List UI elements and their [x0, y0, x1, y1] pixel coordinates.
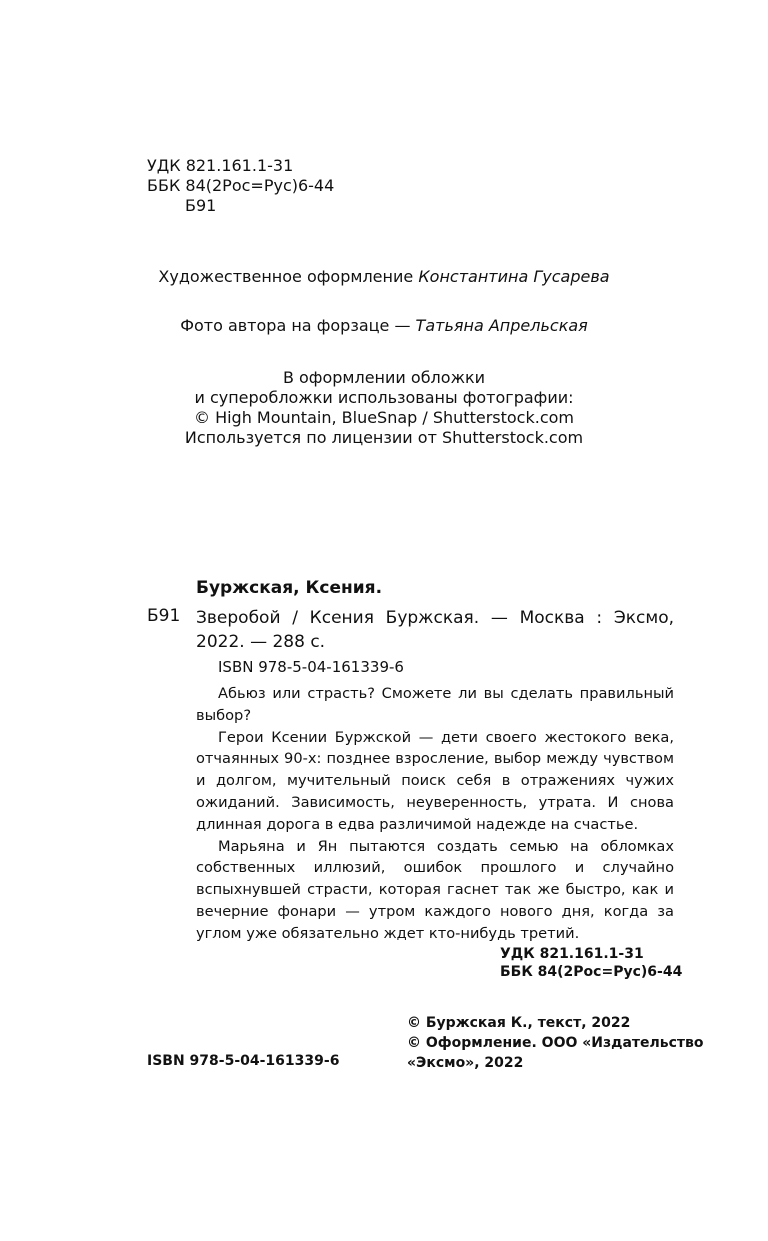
photo-credit-label: Фото автора на форзаце — [180, 316, 411, 335]
copyright-line: © Оформление. ООО «Издательство [407, 1035, 704, 1051]
design-credit-label: Художественное оформление [158, 267, 414, 286]
catalog-title-line: Зверобой / Ксения Буржская. — Москва : Эксмо, [196, 608, 674, 628]
copyright-line: «Эксмо», 2022 [407, 1055, 524, 1071]
catalog-title [196, 606, 674, 654]
cover-credit-line: © High Mountain, BlueSnap / Shutterstock.com [193, 408, 574, 427]
photo-credit-name: Татьяна Апрельская [415, 316, 588, 335]
cover-credit-line: В оформлении обложки [282, 368, 486, 387]
design-credit-name: Константина Гусарева [418, 267, 610, 286]
cover-credit-line: Используется по лицензии от Shutterstock.com [184, 428, 584, 447]
catalog-code: Б91 [147, 606, 181, 626]
bbk-code: ББК 84(2Рос=Рус)6-44 [147, 176, 335, 195]
annotation-paragraph: Герои Ксении Буржской — дети своего жестокого века, отчаянных 90-х: позднее взросление, выбор между чувством и долгом, мучительный поиск себя в отражениях чужих ожиданий. Зависимость, неуверенность, утрата. И снова длинная дорога в едва различимой надежде на счастье. [196, 728, 674, 833]
catalog-title-line: 2022. — 288 с. [196, 632, 326, 652]
cover-credit-line: и суперобложки использованы фотографии: [194, 388, 574, 407]
udk-code-bottom: УДК 821.161.1-31 [500, 946, 644, 962]
copyright-block [407, 1013, 704, 1073]
author-sign-code: Б91 [185, 196, 217, 215]
cover-credits [0, 368, 768, 448]
annotation-paragraph: Марьяна и Ян пытаются создать семью на обломках собственных иллюзий, ошибок прошлого и случайно вспыхнувшей страсти, которая гаснет так же быстро, как и вечерние фонари — утром каждого нового дня, когда за углом уже обязательно ждет кто-нибудь третий. [196, 837, 674, 942]
photo-credit [0, 316, 768, 335]
udk-block-top [147, 156, 334, 216]
copyright-line: © Буржская К., текст, 2022 [407, 1015, 631, 1031]
udk-code: УДК 821.161.1-31 [147, 156, 294, 175]
annotation-paragraph: Абьюз или страсть? Сможете ли вы сделать правильный выбор? [196, 685, 674, 724]
bbk-code-bottom: ББК 84(2Рос=Рус)6-44 [500, 964, 683, 980]
annotation [196, 683, 674, 945]
catalog-isbn: ISBN 978-5-04-161339-6 [218, 658, 404, 676]
isbn-bottom: ISBN 978-5-04-161339-6 [147, 1053, 340, 1069]
catalog-author: Буржская, Ксения. [196, 578, 383, 598]
udk-block-bottom [500, 945, 682, 981]
design-credit [0, 267, 768, 286]
